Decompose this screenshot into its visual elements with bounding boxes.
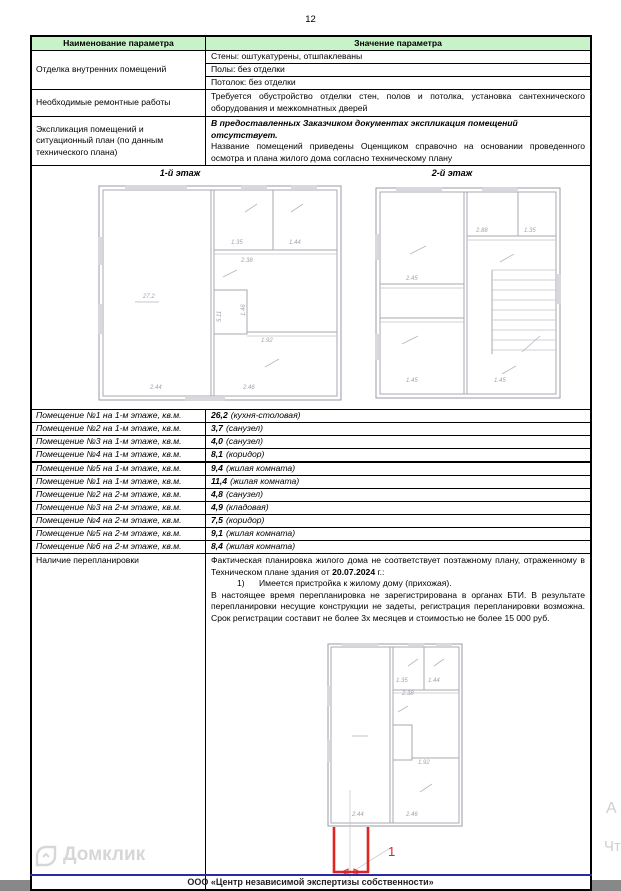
finish-floors: Полы: без отделки	[206, 64, 590, 77]
table-row	[32, 514, 590, 527]
floor-plan-annotated	[324, 640, 474, 885]
room-value	[206, 423, 590, 435]
room-area: 9,4	[211, 463, 223, 474]
plan-dimension-label: 5.11	[217, 310, 223, 322]
repairs-param: Необходимые ремонтные работы	[32, 90, 206, 116]
room-area: 4,0	[211, 436, 223, 447]
room-param: Помещение №4 на 2-м этаже, кв.м.	[32, 515, 206, 527]
room-value	[206, 463, 590, 475]
table-row	[32, 448, 590, 461]
footer-divider-line	[30, 874, 592, 876]
room-param: Помещение №2 на 2-м этаже, кв.м.	[32, 489, 206, 501]
finish-param: Отделка внутренних помещений	[32, 51, 206, 89]
room-area: 8,1	[211, 449, 223, 460]
table-row	[32, 409, 590, 422]
plan-dimension-label: 1.45	[406, 378, 418, 384]
room-area: 4,9	[211, 502, 223, 513]
plan-dimension-label: 2.45	[406, 276, 418, 282]
plan-dimension-label: 2.38	[402, 691, 414, 697]
floor1-caption: 1-й этаж	[159, 168, 201, 178]
explication-row	[32, 116, 590, 165]
header-param-cell: Наименование параметра	[32, 37, 206, 50]
room-param: Помещение №2 на 1-м этаже, кв.м.	[32, 423, 206, 435]
explication-emphasis: В предоставленных Заказчиком документах экспликация помещений отсутствует.	[211, 118, 518, 140]
room-label: (санузел)	[225, 423, 264, 434]
footer-company: ООО «Центр независимой экспертизы собственности»	[187, 877, 434, 887]
finish-ceiling: Потолок: без отделки	[211, 77, 296, 88]
floor-plans-cell	[32, 166, 590, 409]
room-value	[206, 489, 590, 501]
room-param: Помещение №1 на 1-м этаже, кв.м.	[32, 410, 206, 422]
room-area: 3,7	[211, 423, 223, 434]
finish-values	[206, 51, 590, 89]
explication-param: Экспликация помещений и ситуационный план (по данным технического плана)	[32, 117, 206, 165]
annotated-plan-wrap	[324, 640, 474, 885]
header-value-cell: Значение параметра	[354, 37, 442, 48]
room-value	[206, 528, 590, 540]
plan-dimension-label: 2.44	[150, 385, 162, 391]
plan-dimension-label: 2.46	[243, 385, 255, 391]
room-param: Помещение №4 на 1-м этаже, кв.м.	[32, 449, 206, 461]
room-label: (жилая комната)	[225, 528, 296, 539]
repairs-value: Требуется обустройство отделки стен, полов и потолка, установка сантехнического оборудования и межкомнатных дверей	[211, 91, 585, 113]
list-marker: 1)	[237, 578, 245, 588]
replanning-param: Наличие перепланировки	[32, 554, 206, 889]
page-number: 12	[305, 14, 316, 25]
table-row	[32, 461, 590, 475]
annotation-number: 1	[388, 844, 396, 859]
plan-dimension-label: 1.92	[418, 760, 430, 766]
room-label: (кухня-столовая)	[230, 410, 301, 421]
domclick-watermark-text: Домклик	[63, 844, 146, 865]
plan-dimension-label: 1.46	[241, 304, 247, 316]
side-watermark-letter-b: Чт	[604, 838, 621, 855]
room-label: (жилая комната)	[225, 541, 296, 552]
repairs-row	[32, 89, 590, 116]
plan-dimension-label: 2.44	[352, 812, 364, 818]
table-row	[32, 488, 590, 501]
plan-dimension-label: 1.35	[524, 228, 536, 234]
room-param: Помещение №3 на 2-м этаже, кв.м.	[32, 502, 206, 514]
room-label: (санузел)	[225, 436, 264, 447]
floor-plan-2-dimensions	[405, 228, 536, 384]
plan-dimension-label: 1.92	[261, 338, 273, 344]
plan-dimension-label: 1.44	[289, 240, 301, 246]
room-param: Помещение №5 на 2-м этаже, кв.м.	[32, 528, 206, 540]
room-value	[206, 515, 590, 527]
room-value	[206, 436, 590, 448]
room-area: 7,5	[211, 515, 223, 526]
parameters-table	[30, 35, 592, 891]
plan-dimension-label: 2.38	[241, 258, 253, 264]
room-value	[206, 449, 590, 461]
replanning-paragraph-2: В настоящее время перепланировка не зарегистрирована в органах БТИ. В результате перепланировки несущие конструкции не задеты, регистрация перепланировки возможна. Срок регистрации составит не более 3х месяцев и стоимостью не более 15 000 руб.	[211, 589, 585, 623]
room-value	[206, 410, 590, 422]
plan-dimension-label: 2.46	[406, 812, 418, 818]
room-label: (коридор)	[225, 515, 265, 526]
replanning-value	[206, 554, 590, 889]
table-row	[32, 540, 590, 553]
finish-row	[32, 50, 590, 89]
table-header-row	[32, 37, 590, 50]
replanning-p1-text: Фактическая планировка жилого дома не соответствует поэтажному плану, отраженному в Техническом плане здания от	[211, 555, 585, 577]
floor-plan-1	[95, 182, 345, 404]
plan-dimension-label: 1.35	[231, 240, 243, 246]
room-param: Помещение №5 на 1-м этаже, кв.м.	[32, 463, 206, 475]
plan-dimension-label: 1.35	[396, 678, 408, 684]
room-label: (жилая комната)	[225, 463, 296, 474]
room-param: Помещение №3 на 1-м этаже, кв.м.	[32, 436, 206, 448]
room-label: (кладовая)	[225, 502, 269, 513]
side-watermark-letter-a: А	[606, 800, 617, 817]
table-row	[32, 435, 590, 448]
floor-plan-annotated-dimensions	[351, 678, 440, 818]
room-param: Помещение №1 на 1-м этаже, кв.м.	[32, 476, 206, 488]
room-area: 26,2	[211, 410, 228, 421]
floor-plans-row	[32, 165, 590, 409]
replanning-list-item	[211, 578, 585, 590]
room-area: 9,1	[211, 528, 223, 539]
plan-dimension-label: 2.88	[476, 228, 488, 234]
floor-plan-1-dimensions	[142, 240, 301, 391]
replanning-paragraph-1	[211, 555, 585, 578]
list-text: Имеется пристройка к жилому дому (прихожая).	[259, 578, 452, 588]
room-label: (жилая комната)	[230, 476, 300, 487]
plan-dimension-label: 27.2	[143, 294, 155, 300]
plan-dimension-label: 1.44	[428, 678, 440, 684]
floor2-caption: 2-й этаж	[431, 168, 473, 178]
room-param: Помещение №6 на 2-м этаже, кв.м.	[32, 541, 206, 553]
table-row	[32, 527, 590, 540]
room-value	[206, 476, 590, 488]
room-area: 11,4	[211, 476, 228, 487]
domclick-logo-icon	[34, 843, 58, 867]
explication-rest: Название помещений приведены Оценщиком справочно на основании проведенного осмотра и плана жилого дома согласно техническому плану	[211, 141, 585, 163]
plan-dimension-label: 1.45	[494, 378, 506, 384]
table-row	[32, 475, 590, 488]
table-row	[32, 501, 590, 514]
room-area: 4,8	[211, 489, 223, 500]
replanning-row	[32, 553, 590, 889]
table-row	[32, 422, 590, 435]
room-value	[206, 502, 590, 514]
domclick-watermark	[34, 843, 145, 867]
room-value	[206, 541, 590, 553]
room-label: (санузел)	[225, 489, 264, 500]
room-label: (коридор)	[225, 449, 265, 460]
finish-walls: Стены: оштукатурены, отшпаклеваны	[206, 51, 590, 64]
replanning-date: 20.07.2024	[332, 566, 376, 577]
floor-plan-2	[372, 184, 564, 402]
replanning-p1-tail: г.:	[375, 566, 385, 577]
room-area: 8,4	[211, 541, 223, 552]
explication-value	[206, 117, 590, 165]
